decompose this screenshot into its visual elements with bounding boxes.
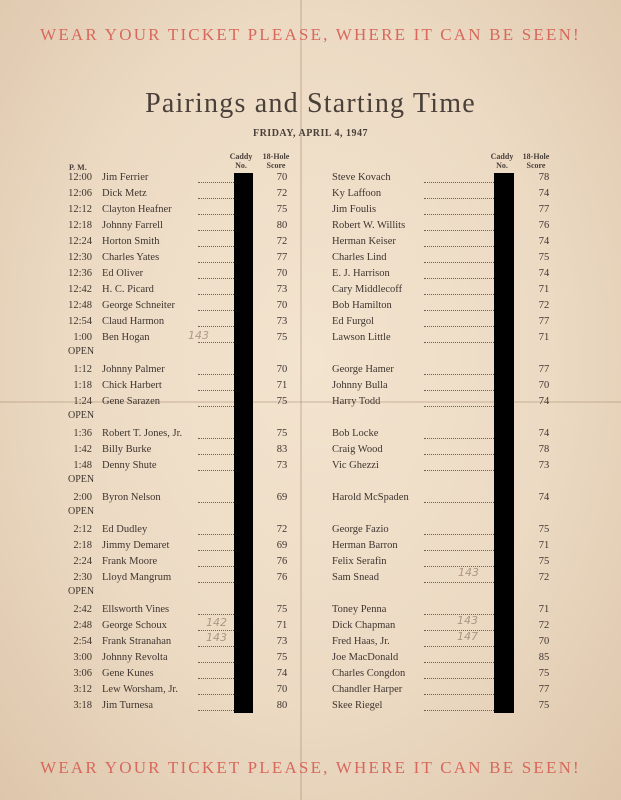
leader-dots: [198, 262, 234, 263]
player-name: Sam Snead: [332, 572, 379, 583]
player-name: Gene Kunes: [102, 668, 154, 679]
player-score: 72: [276, 236, 288, 247]
player-name: Vic Ghezzi: [332, 460, 379, 471]
page-title: Pairings and Starting Time: [145, 88, 476, 119]
player-name: Lawson Little: [332, 332, 391, 343]
tee-time: 12:30: [68, 252, 92, 263]
player-name: Charles Lind: [332, 252, 387, 263]
leader-dots: [424, 310, 494, 311]
tee-time: 2:12: [73, 524, 92, 535]
leader-dots: [198, 678, 234, 679]
caddy-header-line1: Caddy: [229, 152, 253, 161]
player-name: Frank Stranahan: [102, 636, 172, 647]
leader-dots: [424, 326, 494, 327]
player-score: 72: [276, 188, 288, 199]
tee-time: 2:18: [73, 540, 92, 551]
player-score: 77: [538, 316, 550, 327]
caddy-number-redaction-left: [234, 173, 253, 713]
leader-dots: [198, 582, 234, 583]
player-name: Felix Serafin: [332, 556, 387, 567]
tee-time: 1:42: [73, 444, 92, 455]
banner-top: WEAR YOUR TICKET PLEASE, WHERE IT CAN BE SEEN!: [40, 25, 581, 44]
player-name: George Schneiter: [102, 300, 175, 311]
leader-dots: [198, 470, 234, 471]
player-name: George Hamer: [332, 364, 394, 375]
player-name: Ed Oliver: [102, 268, 144, 279]
leader-dots: [198, 310, 234, 311]
leader-dots: [198, 246, 234, 247]
tee-time: 1:36: [73, 428, 92, 439]
leader-dots: [198, 694, 234, 695]
player-score: 75: [276, 652, 288, 663]
leader-dots: [424, 470, 494, 471]
tee-time: 3:18: [73, 700, 92, 711]
tee-time: 12:42: [68, 284, 92, 295]
tee-time: 12:36: [68, 268, 92, 279]
tee-time: 3:12: [73, 684, 92, 695]
open-section-label: OPEN: [68, 506, 95, 517]
player-score: 75: [276, 396, 288, 407]
score-header-line1: 18-Hole: [262, 152, 290, 161]
player-score: 75: [538, 556, 550, 567]
player-score: 70: [276, 172, 288, 183]
tee-time: 2:00: [73, 492, 92, 503]
tee-time: 3:06: [73, 668, 92, 679]
player-score: 77: [538, 204, 550, 215]
player-score: 70: [538, 380, 550, 391]
player-name: Byron Nelson: [102, 492, 161, 503]
leader-dots: [198, 550, 234, 551]
player-name: Herman Barron: [332, 540, 398, 551]
player-name: Johnny Palmer: [102, 364, 165, 375]
leader-dots: [198, 294, 234, 295]
caddy-header-line2: No.: [496, 161, 508, 170]
player-score: 71: [276, 380, 288, 391]
open-section-label: OPEN: [68, 474, 95, 485]
player-score: 75: [538, 524, 550, 535]
player-score: 73: [538, 460, 550, 471]
tee-time: 12:54: [68, 316, 92, 327]
open-section-label: OPEN: [68, 346, 95, 357]
leader-dots: [424, 342, 494, 343]
score-header-line2: Score: [266, 161, 286, 170]
leader-dots: [424, 534, 494, 535]
player-score: 76: [276, 572, 288, 583]
caddy-header-left: [226, 152, 256, 170]
player-name: Craig Wood: [332, 444, 383, 455]
player-score: 71: [538, 284, 550, 295]
tee-time: 1:12: [73, 364, 92, 375]
score-header-right: [516, 152, 556, 170]
tee-time: 2:24: [73, 556, 92, 567]
open-section-label: OPEN: [68, 586, 95, 597]
player-name: George Fazio: [332, 524, 389, 535]
player-score: 77: [538, 364, 550, 375]
player-score: 70: [276, 684, 288, 695]
tee-time: 2:54: [73, 636, 92, 647]
tee-time: 1:48: [73, 460, 92, 471]
player-score: 71: [538, 540, 550, 551]
player-name: Gene Sarazen: [102, 396, 161, 407]
player-name: Claud Harmon: [102, 316, 165, 327]
leader-dots: [198, 534, 234, 535]
player-name: Toney Penna: [332, 604, 387, 615]
score-header-left: [256, 152, 296, 170]
player-score: 72: [276, 524, 288, 535]
handwritten-note: 143: [188, 329, 209, 342]
caddy-header-line1: Caddy: [490, 152, 514, 161]
player-name: Denny Shute: [102, 460, 157, 471]
player-name: Dick Metz: [102, 188, 147, 199]
player-name: Chandler Harper: [332, 684, 403, 695]
leader-dots: [198, 614, 234, 615]
player-score: 78: [538, 172, 550, 183]
leader-dots: [424, 678, 494, 679]
leader-dots: [424, 278, 494, 279]
player-name: Robert T. Jones, Jr.: [102, 428, 183, 439]
player-name: Harold McSpaden: [332, 492, 409, 503]
leader-dots: [424, 214, 494, 215]
score-header-line1: 18-Hole: [522, 152, 550, 161]
player-name: Charles Congdon: [332, 668, 406, 679]
handwritten-note: 143: [458, 566, 479, 579]
player-score: 74: [276, 668, 288, 679]
player-score: 75: [276, 428, 288, 439]
player-score: 70: [276, 364, 288, 375]
player-score: 71: [538, 332, 550, 343]
leader-dots: [424, 646, 494, 647]
player-name: Johnny Bulla: [332, 380, 388, 391]
leader-dots: [424, 550, 494, 551]
player-name: Cary Middlecoff: [332, 284, 403, 295]
vertical-fold-crease: [300, 0, 302, 800]
player-score: 76: [538, 220, 550, 231]
leader-dots: [424, 294, 494, 295]
leader-dots: [424, 438, 494, 439]
leader-dots: [424, 390, 494, 391]
player-score: 78: [538, 444, 550, 455]
player-name: Dick Chapman: [332, 620, 396, 631]
player-name: Johnny Revolta: [102, 652, 168, 663]
player-score: 73: [276, 460, 288, 471]
player-score: 75: [538, 700, 550, 711]
player-score: 71: [538, 604, 550, 615]
player-name: Fred Haas, Jr.: [332, 636, 390, 647]
tee-time: 1:00: [73, 332, 92, 343]
player-score: 83: [276, 444, 288, 455]
handwritten-note: 142: [206, 616, 227, 629]
leader-dots: [424, 246, 494, 247]
leader-dots: [424, 374, 494, 375]
player-score: 70: [276, 300, 288, 311]
player-name: Ben Hogan: [102, 332, 150, 343]
tee-time: 2:48: [73, 620, 92, 631]
player-name: Joe MacDonald: [332, 652, 399, 663]
handwritten-note: 147: [457, 630, 478, 643]
leader-dots: [198, 198, 234, 199]
player-score: 75: [276, 204, 288, 215]
leader-dots: [198, 214, 234, 215]
leader-dots: [198, 406, 234, 407]
player-score: 70: [538, 636, 550, 647]
leader-dots: [424, 182, 494, 183]
player-score: 72: [538, 572, 550, 583]
player-name: Robert W. Willits: [332, 220, 406, 231]
leader-dots: [424, 694, 494, 695]
player-score: 75: [538, 252, 550, 263]
tee-time: 12:48: [68, 300, 92, 311]
tee-time: 12:18: [68, 220, 92, 231]
player-name: Steve Kovach: [332, 172, 391, 183]
tee-time: 12:00: [68, 172, 92, 183]
leader-dots: [198, 662, 234, 663]
leader-dots: [198, 230, 234, 231]
player-name: Chick Harbert: [102, 380, 162, 391]
player-name: Frank Moore: [102, 556, 158, 567]
caddy-header-line2: No.: [235, 161, 247, 170]
player-score: 73: [276, 636, 288, 647]
player-score: 75: [538, 668, 550, 679]
player-score: 72: [538, 620, 550, 631]
player-score: 74: [538, 396, 550, 407]
player-score: 77: [276, 252, 288, 263]
player-name: Jim Turnesa: [102, 700, 154, 711]
tee-time: 2:30: [73, 572, 92, 583]
player-score: 74: [538, 268, 550, 279]
player-name: Charles Yates: [102, 252, 160, 263]
leader-dots: [424, 582, 494, 583]
player-name: Lew Worsham, Jr.: [102, 684, 178, 695]
player-score: 69: [276, 492, 288, 503]
leader-dots: [424, 662, 494, 663]
player-name: Bob Locke: [332, 428, 379, 439]
player-score: 69: [276, 540, 288, 551]
leader-dots: [198, 182, 234, 183]
tee-time: 3:00: [73, 652, 92, 663]
caddy-number-redaction-right: [494, 173, 514, 713]
leader-dots: [198, 454, 234, 455]
player-score: 74: [538, 188, 550, 199]
player-name: Ed Furgol: [332, 316, 375, 327]
player-name: Herman Keiser: [332, 236, 396, 247]
player-name: Jimmy Demaret: [102, 540, 170, 551]
player-name: Horton Smith: [102, 236, 160, 247]
caddy-header-right: [487, 152, 517, 170]
leader-dots: [198, 438, 234, 439]
banner-bottom: WEAR YOUR TICKET PLEASE, WHERE IT CAN BE SEEN!: [40, 758, 581, 777]
player-score: 80: [276, 700, 288, 711]
player-name: Billy Burke: [102, 444, 152, 455]
event-date: FRIDAY, APRIL 4, 1947: [252, 128, 369, 139]
leader-dots: [198, 390, 234, 391]
leader-dots: [198, 566, 234, 567]
leader-dots: [424, 262, 494, 263]
handwritten-note: 143: [206, 631, 227, 644]
leader-dots: [424, 502, 494, 503]
leader-dots: [198, 502, 234, 503]
player-name: Harry Todd: [332, 396, 381, 407]
player-score: 74: [538, 492, 550, 503]
leader-dots: [198, 646, 234, 647]
leader-dots: [198, 278, 234, 279]
tee-time: 12:06: [68, 188, 92, 199]
leader-dots: [198, 326, 234, 327]
tee-time: 2:42: [73, 604, 92, 615]
player-score: 80: [276, 220, 288, 231]
player-name: H. C. Picard: [102, 284, 154, 295]
open-section-label: OPEN: [68, 410, 95, 421]
player-score: 75: [276, 332, 288, 343]
player-score: 75: [276, 604, 288, 615]
player-score: 76: [276, 556, 288, 567]
player-name: Ed Dudley: [102, 524, 148, 535]
leader-dots: [424, 454, 494, 455]
leader-dots: [198, 374, 234, 375]
player-score: 74: [538, 428, 550, 439]
handwritten-note: 143: [457, 614, 478, 627]
player-name: E. J. Harrison: [332, 268, 390, 279]
player-score: 71: [276, 620, 288, 631]
horizontal-fold-crease: [0, 401, 621, 403]
player-name: Clayton Heafner: [102, 204, 172, 215]
tee-time: 1:24: [73, 396, 92, 407]
tee-time: 1:18: [73, 380, 92, 391]
player-name: Skee Riegel: [332, 700, 383, 711]
player-name: Bob Hamilton: [332, 300, 392, 311]
player-name: Lloyd Mangrum: [102, 572, 172, 583]
player-name: Ellsworth Vines: [102, 604, 170, 615]
leader-dots: [424, 710, 494, 711]
player-score: 73: [276, 284, 288, 295]
player-name: Jim Ferrier: [102, 172, 149, 183]
player-name: Jim Foulis: [332, 204, 377, 215]
pm-header: P. M.: [69, 163, 87, 172]
leader-dots: [424, 406, 494, 407]
leader-dots: [198, 342, 234, 343]
player-score: 74: [538, 236, 550, 247]
player-score: 72: [538, 300, 550, 311]
player-name: Ky Laffoon: [332, 188, 382, 199]
leader-dots: [424, 198, 494, 199]
player-score: 77: [538, 684, 550, 695]
player-score: 70: [276, 268, 288, 279]
tee-time: 12:12: [68, 204, 92, 215]
tee-time: 12:24: [68, 236, 92, 247]
player-score: 73: [276, 316, 288, 327]
player-name: Johnny Farrell: [102, 220, 163, 231]
player-name: George Schoux: [102, 620, 167, 631]
leader-dots: [424, 230, 494, 231]
leader-dots: [198, 710, 234, 711]
score-header-line2: Score: [526, 161, 546, 170]
player-score: 85: [538, 652, 550, 663]
